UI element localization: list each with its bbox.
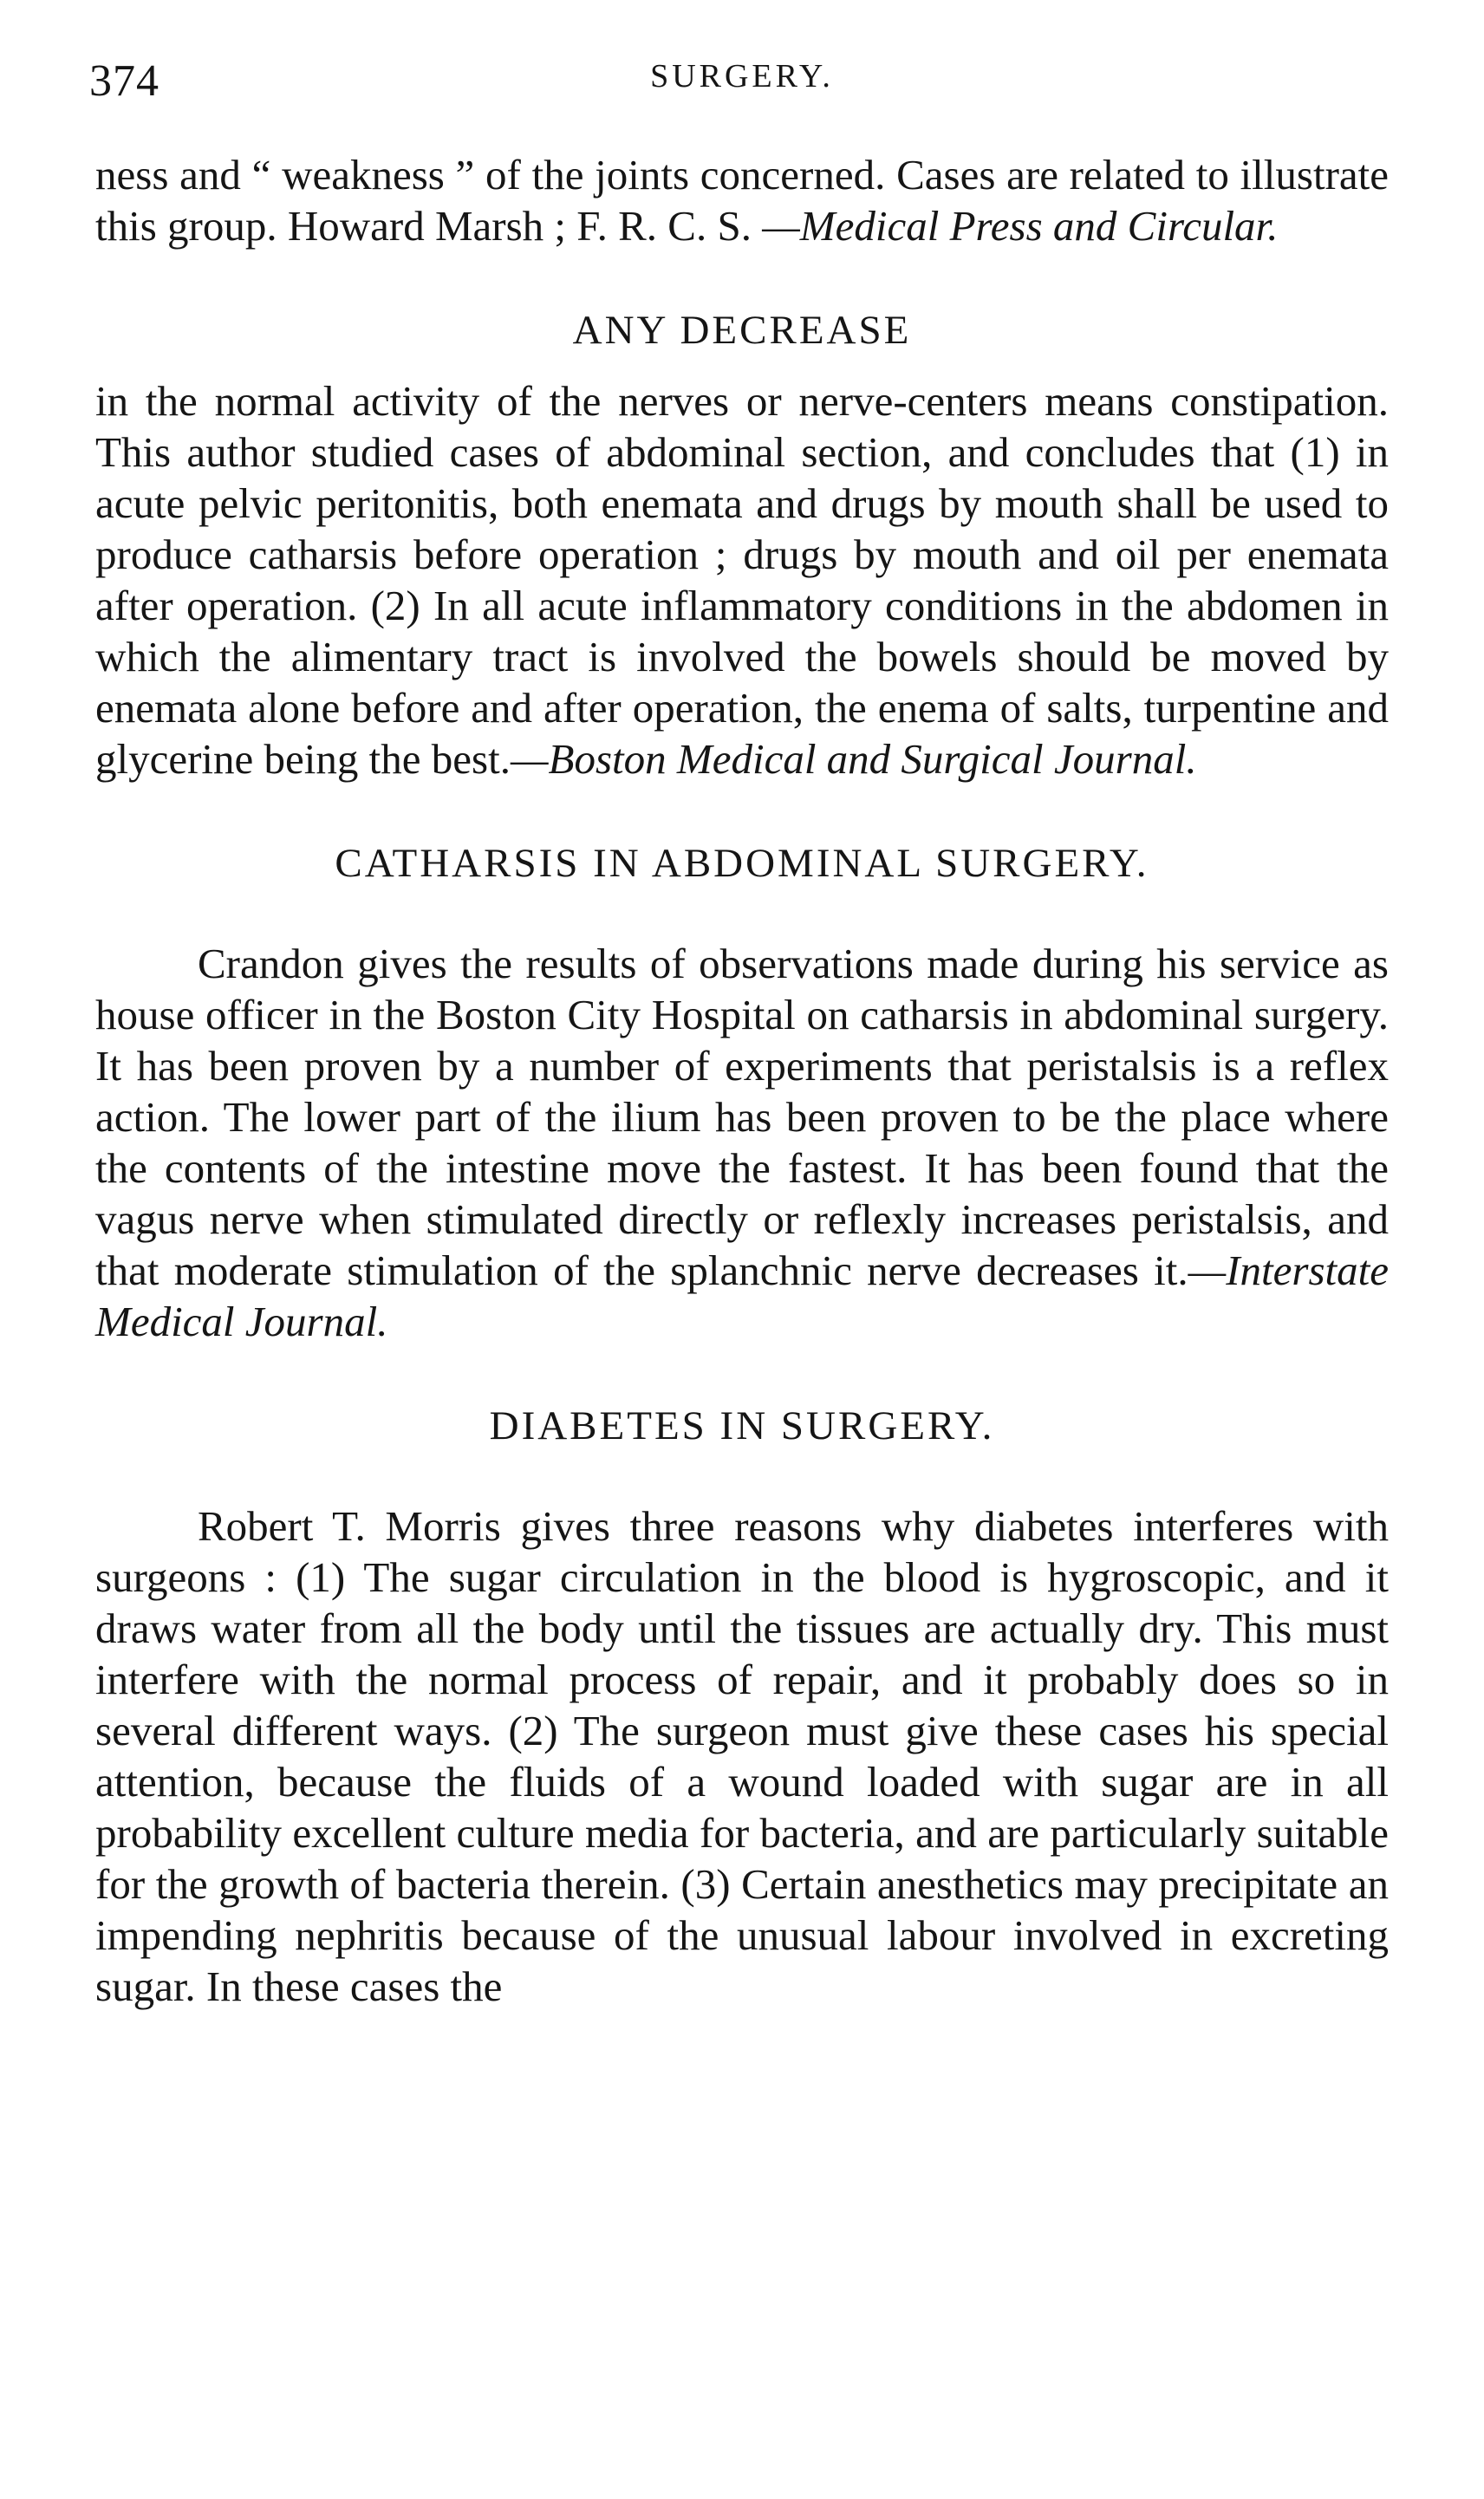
spacer (95, 251, 1389, 305)
catharsis-paragraph (95, 938, 1389, 1347)
section-heading-diabetes: DIABETES IN SURGERY. (489, 1403, 995, 1448)
any-decrease-text: in the normal activity of the nerves or nerve-centers means constipation. This author studied cases of abdominal section, and concludes that (1) in acute pelvic peritonitis, both enemata and drugs by mouth shall be used to produce catharsis before operation ; drugs by mouth and oil per enemata after operation. (2) In all acute inflammatory conditions in the abdomen in which the alimentary tract is involved the bowels should be moved by enemata alone before and after operation, the enema of salts, turpentine and glycerine being the best. (95, 377, 1389, 783)
text-column (95, 149, 1389, 2012)
spacer (95, 1452, 1389, 1500)
page-header (0, 50, 1484, 120)
spacer (95, 356, 1389, 375)
any-decrease-source: —Boston Medical and Surgical Journal. (510, 735, 1197, 783)
running-head: SURGERY. (650, 58, 834, 94)
intro-source: —Medical Press and Circular. (762, 202, 1279, 250)
page-number: 374 (89, 56, 159, 106)
catharsis-text: Crandon gives the results of observations made during his service as house officer in the Boston City Hospital on catharsis in abdominal surgery. It has been proven by a number of experiments that peristalsis is a reflex action. The lower part of the ilium has been proven to be the place where the contents of the intestine move the fastest. It has been found that the vagus nerve when stimulated directly or reflexly increases peristalsis, and that moderate stimulation of the splanchnic nerve decreases it. (95, 940, 1389, 1294)
intro-paragraph (95, 149, 1389, 251)
diabetes-paragraph (95, 1500, 1389, 2012)
spacer (95, 889, 1389, 938)
diabetes-text: Robert T. Morris gives three reasons why diabetes interferes with surgeons : (1) The sugar circulation in the blood is hygroscopic, and it draws water from all the body until the tissues are actually dry. This must interfere with the normal process of repair, and it probably does so in several different ways. (2) The surgeon must give these cases his special attention, because the fluids of a wound loaded with sugar are in all probability excellent culture media for bacteria, and are particularly suitable for the growth of bacteria therein. (3) Certain anesthetics may precipitate an impending nephritis because of the unusual labour involved in excreting sugar. In these cases the (95, 1502, 1389, 2010)
section-heading-any-decrease: ANY DECREASE (572, 308, 912, 353)
intro-text: ness and “ weakness ” of the joints concerned. Cases are related to illustrate this group. Howard Marsh ; F. R. C. S. (95, 151, 1389, 250)
section-heading-catharsis: CATHARSIS IN ABDOMINAL SURGERY. (335, 841, 1149, 886)
catharsis-source: —Interstate Medical Journal. (95, 1246, 1389, 1345)
any-decrease-paragraph (95, 375, 1389, 784)
spacer (95, 784, 1389, 838)
spacer (95, 1347, 1389, 1401)
